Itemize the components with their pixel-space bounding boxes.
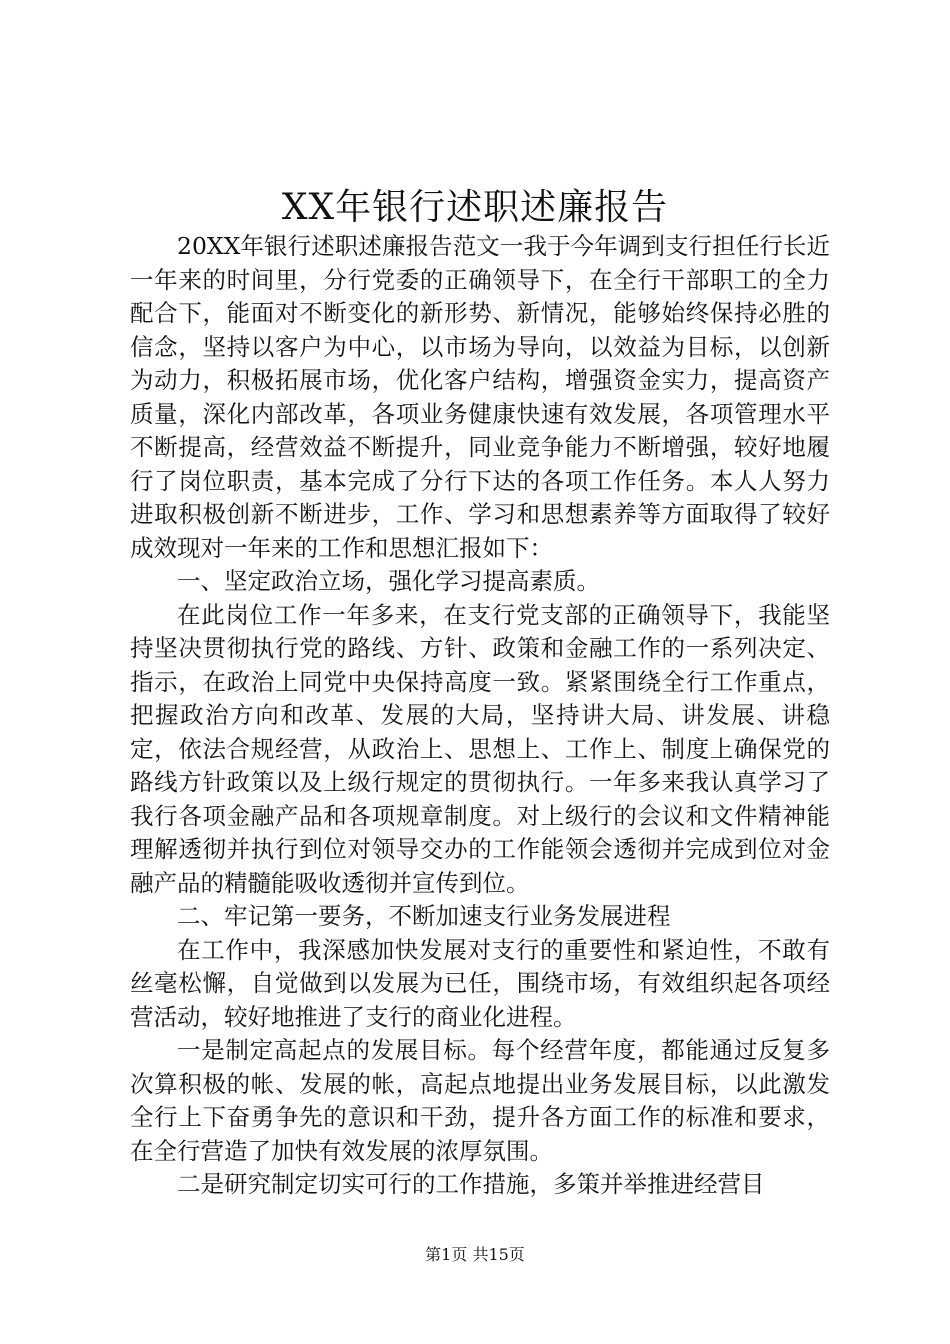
paragraph-point-2: 二是研究制定切实可行的工作措施，多策并举推进经营目 [177,1170,765,1198]
paragraph-section-2: 在工作中，我深感加快发展对支行的重要性和紧迫性，不敢有丝毫松懈，自觉做到以发展为已任，围绕市场，有效组织起各项经营活动，较好地推进了支行的商业化进程。 [130,935,830,1031]
section-heading-1: 一、坚定政治立场，强化学习提高素质。 [177,567,600,595]
paragraph-intro: 20XX年银行述职述廉报告范文一我于今年调到支行担任行长近一年来的时间里，分行党委的正确领导下，在全行干部职工的全力配合下，能面对不断变化的新形势、新情况，能够始终保持必胜的信念，坚持以客户为中心，以市场为导向，以效益为目标，以创新为动力，积极拓展市场，优化客户结构，增强资金实力，提高资产质量，深化内部改革，各项业务健康快速有效发展，各项管理水平不断提高，经营效益不断提升，同业竞争能力不断增强，较好地履行了岗位职责，基本完成了分行下达的各项工作任务。本人人努力进取积极创新不断进步，工作、学习和思想素养等方面取得了较好成效现对一年来的工作和思想汇报如下： [130,232,830,562]
document-title: XX年银行述职述廉报告 [281,187,669,228]
paragraph-point-1: 一是制定高起点的发展目标。每个经营年度，都能通过反复多次算积极的帐、发展的帐，高起点地提出业务发展目标，以此激发全行上下奋勇争先的意识和干劲，提升各方面工作的标准和要求，在全行营造了加快有效发展的浓厚氛围。 [130,1036,830,1165]
paragraph-section-1: 在此岗位工作一年多来，在支行党支部的正确领导下，我能坚持坚决贯彻执行党的路线、方针、政策和金融工作的一系列决定、指示，在政治上同党中央保持高度一致。紧紧围绕全行工作重点，把握政治方向和改革、发展的大局，坚持讲大局、讲发展、讲稳定，依法合规经营，从政治上、思想上、工作上、制度上确保党的路线方针政策以及上级行规定的贯彻执行。一年多来我认真学习了我行各项金融产品和各项规章制度。对上级行的会议和文件精神能理解透彻并执行到位对领导交办的工作能领会透彻并完成到位对金融产品的精髓能吸收透彻并宣传到位。 [130,600,830,897]
document-body [130,230,830,1202]
section-heading-2: 二、牢记第一要务，不断加速支行业务发展进程 [177,902,671,930]
page-number-footer: 第1页 共15页 [425,1245,525,1264]
